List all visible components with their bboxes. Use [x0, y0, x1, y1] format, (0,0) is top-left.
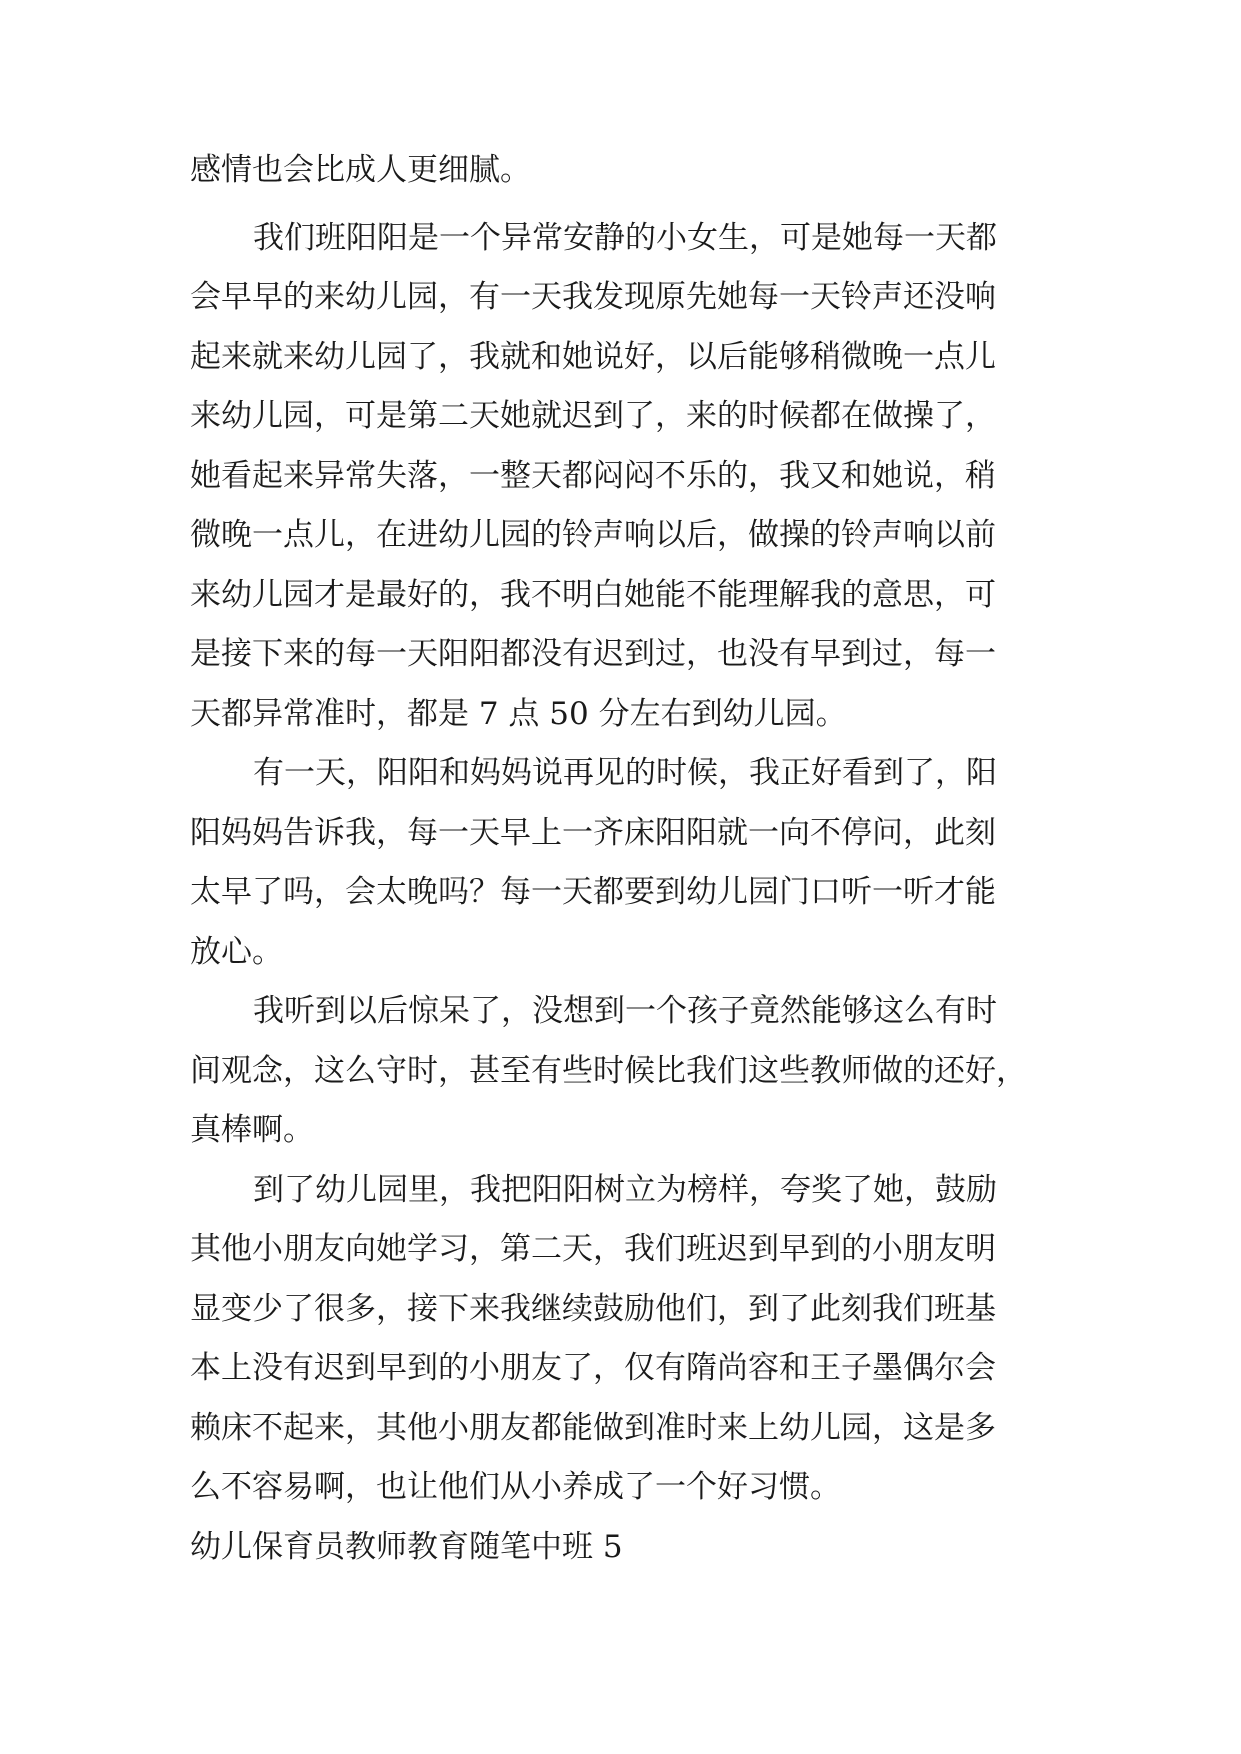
text-line: 天都异常准时，都是 7 点 50 分左右到幼儿园。 [190, 696, 847, 732]
text-line: 赖床不起来，其他小朋友都能做到准时来上幼儿园，这是多 [190, 1410, 996, 1446]
text-line: 有一天，阳阳和妈妈说再见的时候，我正好看到了，阳 [253, 755, 997, 791]
text-line: 是接下来的每一天阳阳都没有迟到过，也没有早到过，每一 [190, 636, 996, 672]
text-line: 起来就来幼儿园了，我就和她说好，以后能够稍微晚一点儿 [190, 339, 996, 375]
text-line: 来幼儿园，可是第二天她就迟到了，来的时候都在做操了， [190, 398, 996, 434]
text-line: 阳妈妈告诉我，每一天早上一齐床阳阳就一向不停问，此刻 [190, 815, 996, 851]
text-line: 本上没有迟到早到的小朋友了，仅有隋尚容和王子墨偶尔会 [190, 1350, 996, 1386]
section-heading: 幼儿保育员教师教育随笔中班 5 [190, 1529, 623, 1565]
text-line: 太早了吗，会太晚吗？每一天都要到幼儿园门口听一听才能 [190, 874, 996, 910]
text-line: 微晚一点儿，在进幼儿园的铃声响以后，做操的铃声响以前 [190, 517, 996, 553]
text-line: 我听到以后惊呆了，没想到一个孩子竟然能够这么有时 [253, 993, 997, 1029]
text-line: 到了幼儿园里，我把阳阳树立为榜样，夸奖了她，鼓励 [253, 1172, 997, 1208]
text-line: 间观念，这么守时，甚至有些时候比我们这些教师做的还好， [190, 1053, 1027, 1089]
text-line: 真棒啊。 [190, 1112, 314, 1148]
text-line: 感情也会比成人更细腻。 [190, 152, 531, 188]
text-line: 我们班阳阳是一个异常安静的小女生，可是她每一天都 [253, 220, 997, 256]
text-line: 来幼儿园才是最好的，我不明白她能不能理解我的意思，可 [190, 577, 996, 613]
text-line: 么不容易啊，也让他们从小养成了一个好习惯。 [190, 1469, 841, 1505]
text-line: 她看起来异常失落，一整天都闷闷不乐的，我又和她说，稍 [190, 458, 996, 494]
text-line: 显变少了很多，接下来我继续鼓励他们，到了此刻我们班基 [190, 1291, 996, 1327]
text-line: 其他小朋友向她学习，第二天，我们班迟到早到的小朋友明 [190, 1231, 996, 1267]
text-line: 会早早的来幼儿园，有一天我发现原先她每一天铃声还没响 [190, 279, 996, 315]
text-line: 放心。 [190, 934, 283, 970]
